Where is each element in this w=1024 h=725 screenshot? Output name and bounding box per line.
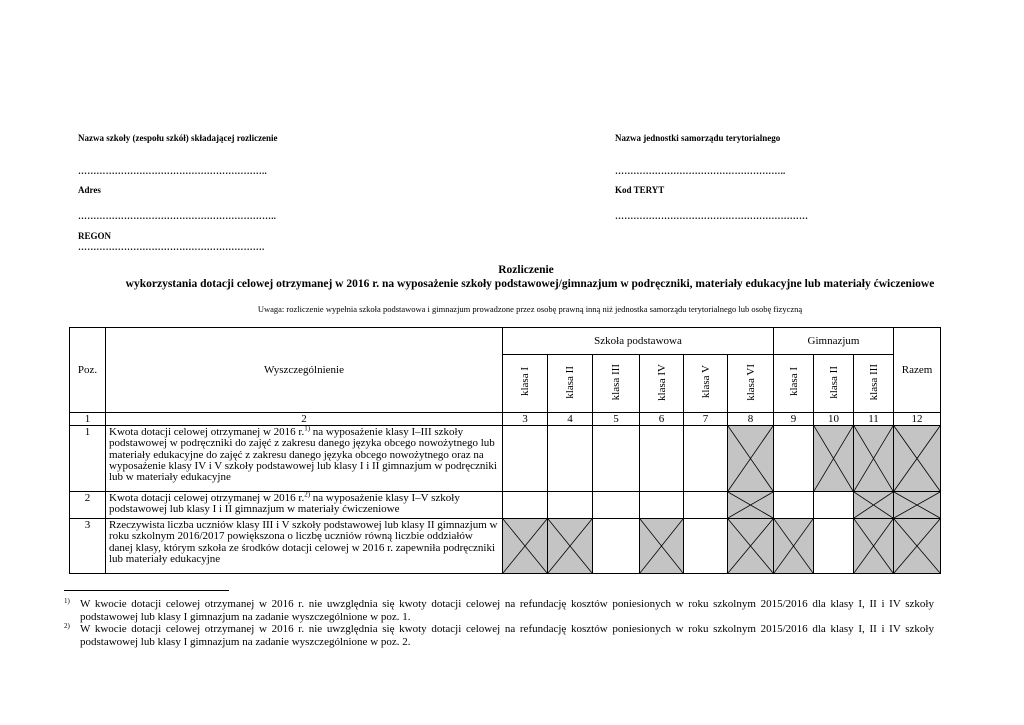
doc-title: Rozliczenie xyxy=(498,264,554,276)
input-cell[interactable] xyxy=(684,492,728,519)
cross-mark xyxy=(854,492,893,518)
col-number: 12 xyxy=(894,413,941,426)
crossed-cell xyxy=(854,426,894,492)
class-sp-1: klasa I xyxy=(519,367,531,397)
crossed-cell xyxy=(894,492,941,519)
regon-label: REGON xyxy=(78,231,112,241)
header-gimnazjum: Gimnazjum xyxy=(774,328,894,355)
header-poz: Poz. xyxy=(70,328,106,413)
class-sp-3: klasa III xyxy=(610,363,622,401)
crossed-cell xyxy=(640,519,684,574)
cross-mark xyxy=(894,492,940,518)
input-cell[interactable] xyxy=(593,426,640,492)
crossed-cell xyxy=(854,492,894,519)
footnote-mark: 2) xyxy=(64,622,70,630)
cross-mark xyxy=(503,519,547,573)
crossed-cell xyxy=(894,426,941,492)
col-number: 2 xyxy=(106,413,503,426)
crossed-cell xyxy=(503,519,548,574)
table-row xyxy=(70,426,941,492)
crossed-cell xyxy=(814,426,854,492)
input-cell[interactable] xyxy=(593,519,640,574)
footnote-text: W kwocie dotacji celowej otrzymanej w 2016 r. nie uwzględnia się kwoty dotacji celowej na refundację kosztów poniesionych w roku szkolnym 2015/2016 dla klasy I, II i IV szkoły podstawowej lub klasy I gimnazjum na zadanie wyszczególnione w poz. 1. xyxy=(80,598,934,623)
footnote-text: W kwocie dotacji celowej otrzymanej w 2016 r. nie uwzględnia się kwoty dotacji celowej na refundację kosztów poniesionych w roku szkolnym 2015/2016 dla klasy I, II i IV szkoły podstawowej lub klasy I gimnazjum na zadanie wyszczególnione w poz. 2. xyxy=(80,623,934,648)
input-cell[interactable] xyxy=(503,426,548,492)
teryt-label: Kod TERYT xyxy=(615,185,665,195)
row-poz: 3 xyxy=(70,519,106,574)
crossed-cell xyxy=(728,492,774,519)
col-number: 10 xyxy=(814,413,854,426)
cross-mark xyxy=(728,519,773,573)
crossed-cell xyxy=(894,519,941,574)
footnote-2 xyxy=(64,623,934,648)
input-cell[interactable] xyxy=(593,492,640,519)
row-poz: 1 xyxy=(70,426,106,492)
cross-mark xyxy=(854,519,893,573)
input-cell[interactable] xyxy=(548,426,593,492)
header-szkola-podstawowa: Szkoła podstawowa xyxy=(503,328,774,355)
cross-mark xyxy=(728,492,773,518)
address-label: Adres xyxy=(78,185,101,195)
col-number: 9 xyxy=(774,413,814,426)
school-name-field[interactable]: …………………………………………………….. xyxy=(78,166,267,176)
input-cell[interactable] xyxy=(503,492,548,519)
col-number: 5 xyxy=(593,413,640,426)
cross-mark xyxy=(640,519,683,573)
input-cell[interactable] xyxy=(814,519,854,574)
row-description: Kwota dotacji celowej otrzymanej w 2016 r.$^{1)}$ na wyposażenie klasy I–III szkoły podstawowej w podręczniki do zajęć z zakresu danego języka obcego nowożytnego lub materiały edukacyjne do zajęć z zakresu danego języka obcego nowożytnego oraz na wyposażenie klasy IV i V szkoły podstawowej lub klasy I i II gimnazjum w podręczniki lub w materiały edukacyjne xyxy=(106,426,503,492)
class-sp-6: klasa VI xyxy=(744,363,757,401)
input-cell[interactable] xyxy=(814,492,854,519)
footnote-mark: 1) xyxy=(64,597,70,605)
col-number: 4 xyxy=(548,413,593,426)
settlement-table xyxy=(69,327,941,574)
row-poz: 2 xyxy=(70,492,106,519)
crossed-cell xyxy=(774,519,814,574)
doc-subtitle: wykorzystania dotacji celowej otrzymanej w 2016 r. na wyposażenie szkoły podstawowej/gimnazjum w podręczniki, materiały edukacyjne lub materiały ćwiczeniowe xyxy=(125,278,935,290)
col-number: 3 xyxy=(503,413,548,426)
table-row xyxy=(70,492,941,519)
header-razem: Razem xyxy=(894,328,941,413)
cross-mark xyxy=(814,426,853,491)
col-number: 8 xyxy=(728,413,774,426)
crossed-cell xyxy=(728,519,774,574)
col-number: 11 xyxy=(854,413,894,426)
doc-note: Uwaga: rozliczenie wypełnia szkoła podstawowa i gimnazjum prowadzone przez osobę prawną inną niż jednostka samorządu terytorialnego lub osobę fizyczną xyxy=(257,304,803,314)
input-cell[interactable] xyxy=(548,492,593,519)
cross-mark xyxy=(774,519,813,573)
col-number: 6 xyxy=(640,413,684,426)
cross-mark xyxy=(854,426,893,491)
input-cell[interactable] xyxy=(684,519,728,574)
footnote-separator xyxy=(64,590,229,591)
class-sp-4: klasa IV xyxy=(655,363,668,401)
row-description: Rzeczywista liczba uczniów klasy III i V szkoły podstawowej lub klasy II gimnazjum w roku szkolnym 2016/2017 powiększona o liczbę uczniów równą liczbie oddziałów danej klasy, którym szkoła ze środków dotacji celowej w 2016 r. zapewniła podręczniki lub materiały edukacyjne xyxy=(106,519,503,574)
cross-mark xyxy=(548,519,592,573)
crossed-cell xyxy=(728,426,774,492)
table-row xyxy=(70,519,941,574)
input-cell[interactable] xyxy=(774,492,814,519)
input-cell[interactable] xyxy=(640,492,684,519)
cross-mark xyxy=(728,426,773,491)
crossed-cell xyxy=(854,519,894,574)
cross-mark xyxy=(894,426,940,491)
col-number: 1 xyxy=(70,413,106,426)
unit-name-label: Nazwa jednostki samorządu terytorialnego xyxy=(615,133,781,143)
input-cell[interactable] xyxy=(684,426,728,492)
header-wyszczegolnienie: Wyszczególnienie xyxy=(106,328,503,413)
unit-name-field[interactable]: ……………………………………………….. xyxy=(615,166,786,176)
input-cell[interactable] xyxy=(640,426,684,492)
col-number: 7 xyxy=(684,413,728,426)
class-gim-1: klasa I xyxy=(787,367,800,397)
regon-field[interactable]: ……………………………………………………. xyxy=(78,242,265,252)
input-cell[interactable] xyxy=(774,426,814,492)
cross-mark xyxy=(894,519,940,573)
class-sp-5: klasa V xyxy=(699,365,712,399)
row-description: Kwota dotacji celowej otrzymanej w 2016 r.$^{2)}$ na wyposażenie klasy I–V szkoły podstawowej lub klasy I i II gimnazjum w materiały ćwiczeniowe xyxy=(106,492,503,519)
school-name-label: Nazwa szkoły (zespołu szkół) składającej rozliczenie xyxy=(78,133,278,143)
footnote-1 xyxy=(64,598,934,623)
class-gim-3: klasa III xyxy=(867,363,880,401)
teryt-field[interactable]: ……………………………………………………… xyxy=(615,211,809,221)
class-sp-2: klasa II xyxy=(564,365,576,399)
address-field[interactable]: ……………………………………………………….. xyxy=(78,211,277,221)
class-gim-2: klasa II xyxy=(827,365,840,399)
crossed-cell xyxy=(548,519,593,574)
